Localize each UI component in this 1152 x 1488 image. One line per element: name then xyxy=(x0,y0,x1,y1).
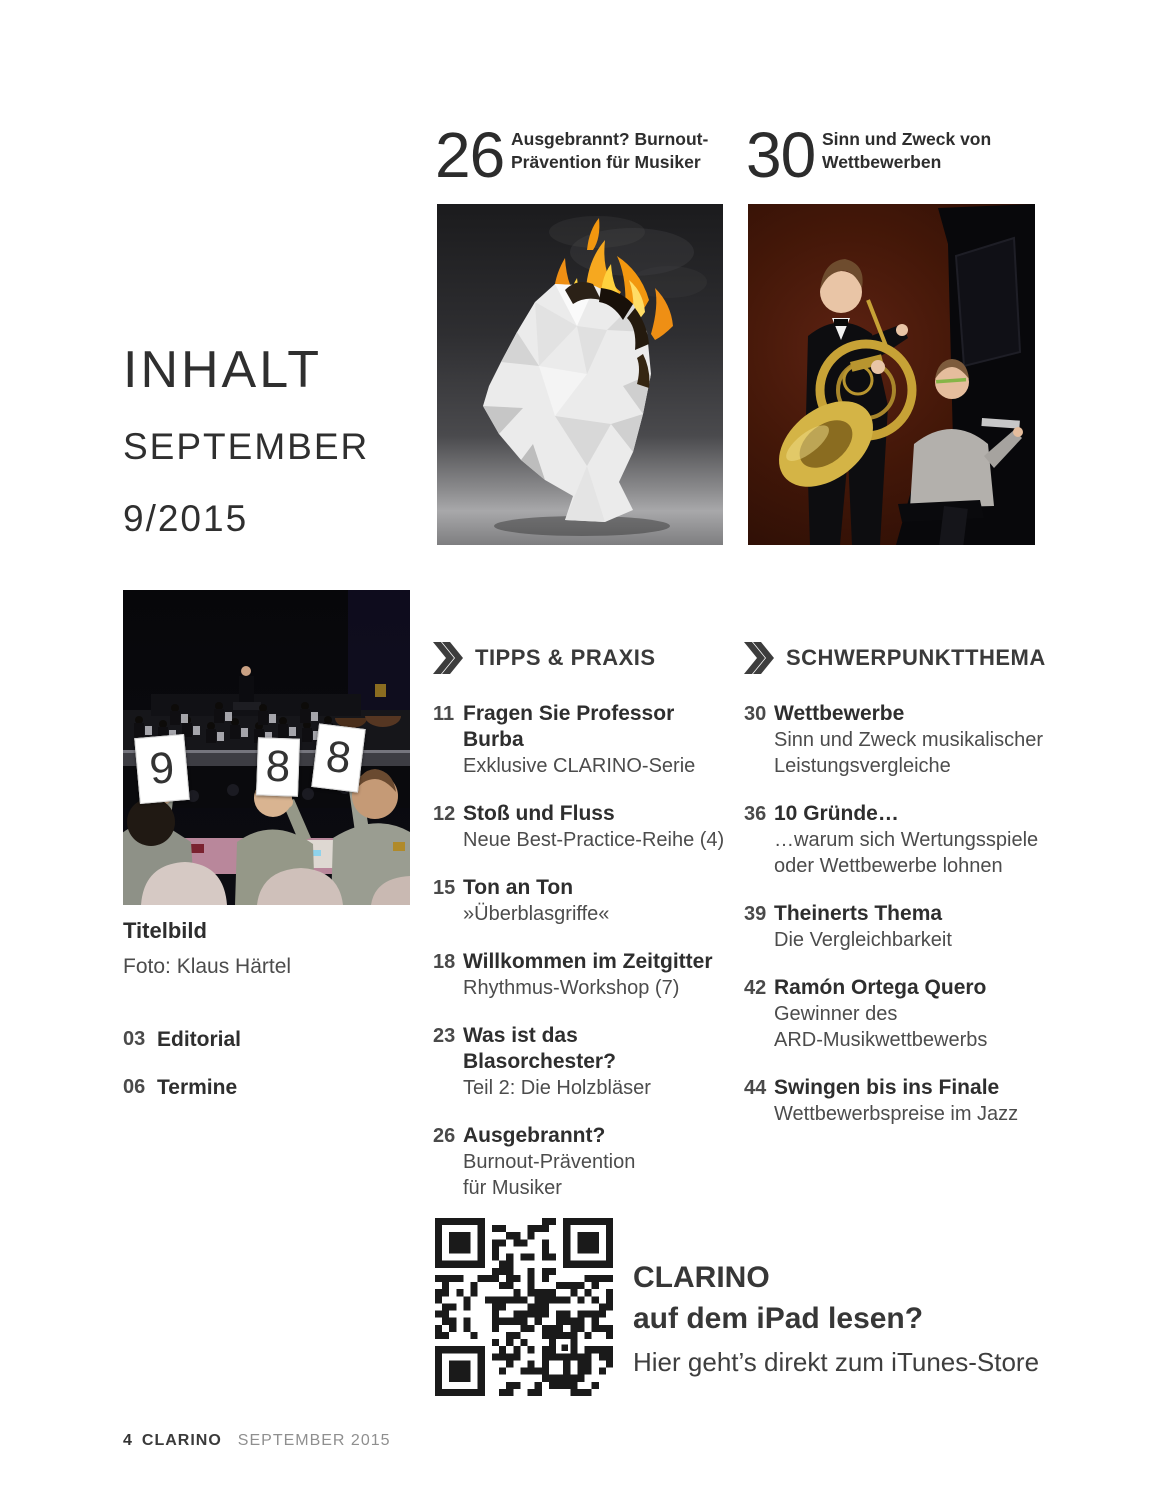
page-subtitle-month: SEPTEMBER xyxy=(123,426,370,467)
toc-entry-page: 03 xyxy=(123,1028,146,1050)
toc-entry-subtitle: für Musiker xyxy=(463,1177,562,1199)
qr-code-image xyxy=(435,1218,613,1396)
page-title: INHALT xyxy=(123,341,323,399)
horn-players-illustration xyxy=(748,204,1035,545)
promo-brand: CLARINO xyxy=(633,1261,770,1294)
toc-entry-subtitle: ARD-Musikwettbewerbs xyxy=(774,1029,988,1051)
qr-code xyxy=(435,1218,613,1396)
cover-credit-block xyxy=(123,918,291,979)
score-card xyxy=(134,734,190,804)
burnout-photo xyxy=(437,204,723,545)
toc-entry-page: 23 xyxy=(433,1025,456,1047)
ipad-promo xyxy=(633,1258,1063,1378)
section-heading-label: TIPPS & PRAXIS xyxy=(475,645,656,670)
toc-entry-page: 39 xyxy=(744,903,767,925)
toc-entry-title: 10 Gründe… xyxy=(774,802,899,825)
toc-entry-editorial xyxy=(123,1028,241,1052)
toc-entry-title: Fragen Sie Professor Burba xyxy=(463,702,675,751)
page-subtitle-issue: 9/2015 xyxy=(123,498,249,539)
score-value: 9 xyxy=(147,743,177,794)
featured-page-number: 26 xyxy=(435,119,505,191)
toc-entry-subtitle: oder Wettbewerbe lohnen xyxy=(774,855,1003,877)
toc-entry-subtitle: Sinn und Zweck musikalischer xyxy=(774,729,1043,751)
toc-entry-title: Swingen bis ins Finale xyxy=(774,1076,1000,1099)
toc-entry-page: 18 xyxy=(433,951,456,973)
toc-entry-page: 15 xyxy=(433,877,456,899)
toc-entry xyxy=(433,1023,733,1101)
toc-entry-subtitle: Burnout-Prävention xyxy=(463,1151,636,1173)
cover-credit-photographer: Foto: Klaus Härtel xyxy=(123,955,292,978)
toc-entry-title: Theinerts Thema xyxy=(774,902,943,925)
toc-entry-page: 12 xyxy=(433,803,456,825)
toc-entry xyxy=(744,1075,1054,1127)
double-chevron-icon xyxy=(433,642,463,674)
featured-page-number: 30 xyxy=(746,119,816,191)
jury-photo xyxy=(123,590,410,905)
featured-article-26 xyxy=(435,118,735,191)
burning-paper-head-illustration xyxy=(437,204,723,545)
toc-entry xyxy=(433,701,733,779)
featured-label: Ausgebrannt? Burnout- Prävention für Musiker xyxy=(511,129,709,172)
toc-entry-subtitle: »Überblasgriffe« xyxy=(463,903,610,925)
toc-entry-title: Willkommen im Zeitgitter xyxy=(463,950,713,973)
toc-entry-title: Termine xyxy=(157,1076,238,1099)
toc-entry xyxy=(433,949,733,1001)
footer-page-number: 4 xyxy=(123,1432,132,1449)
toc-entry-page: 30 xyxy=(744,703,767,725)
toc-entry-page: 26 xyxy=(433,1125,456,1147)
toc-entry-title: Was ist das Blasorchester? xyxy=(463,1024,616,1073)
section-tipps-praxis xyxy=(433,642,733,1223)
toc-entry-page: 06 xyxy=(123,1076,146,1098)
toc-entry xyxy=(744,701,1054,779)
toc-entry xyxy=(433,875,733,927)
toc-entry-title: Editorial xyxy=(157,1028,242,1051)
section-schwerpunktthema xyxy=(744,642,1054,1149)
toc-entry-subtitle: Wettbewerbspreise im Jazz xyxy=(774,1103,1019,1125)
toc-entry-title: Ton an Ton xyxy=(463,876,574,899)
section-heading xyxy=(744,642,1054,674)
toc-entry xyxy=(433,801,733,853)
toc-entry-subtitle: Leistungsvergleiche xyxy=(774,755,951,777)
toc-entry-page: 42 xyxy=(744,977,767,999)
score-card xyxy=(311,723,365,792)
toc-entry-title: Ramón Ortega Quero xyxy=(774,976,987,999)
toc-entry-termine xyxy=(123,1076,241,1100)
toc-entry-subtitle: Gewinner des xyxy=(774,1003,898,1025)
toc-entry-subtitle: …warum sich Wertungsspiele xyxy=(774,829,1039,851)
footer-magazine-name: CLARINO xyxy=(141,1432,222,1449)
featured-label: Sinn und Zweck von Wettbewerben xyxy=(822,129,992,172)
double-chevron-icon xyxy=(744,642,774,674)
toc-entry-title: Ausgebrannt? xyxy=(463,1124,606,1147)
score-value: 8 xyxy=(264,741,292,792)
toc-entry-page: 11 xyxy=(433,703,455,725)
promo-headline: auf dem iPad lesen? xyxy=(633,1301,924,1335)
promo-subline: Hier geht’s direkt zum iTunes-Store xyxy=(633,1347,1040,1377)
footer-issue: SEPTEMBER 2015 xyxy=(237,1432,391,1449)
front-items xyxy=(123,1028,241,1124)
toc-entry-subtitle: Die Vergleichbarkeit xyxy=(774,929,952,951)
toc-entry-title: Stoß und Fluss xyxy=(463,802,615,825)
toc-entry-subtitle: Rhythmus-Workshop (7) xyxy=(463,977,680,999)
toc-entry xyxy=(433,1123,733,1201)
featured-article-30 xyxy=(746,118,1046,191)
toc-entry-subtitle: Teil 2: Die Holzbläser xyxy=(463,1077,651,1099)
cover-credit-title: Titelbild xyxy=(123,918,207,943)
section-heading-label: SCHWERPUNKTTHEMA xyxy=(786,645,1046,670)
horn-players-photo xyxy=(748,204,1035,545)
toc-entry xyxy=(744,801,1054,879)
score-value: 8 xyxy=(323,731,354,784)
page-footer xyxy=(123,1432,391,1450)
toc-entry xyxy=(744,975,1054,1053)
toc-entry-page: 44 xyxy=(744,1077,767,1099)
score-card xyxy=(256,737,300,796)
toc-entry-title: Wettbewerbe xyxy=(774,702,905,725)
toc-entry-subtitle: Exklusive CLARINO-Serie xyxy=(463,755,696,777)
toc-entry xyxy=(744,901,1054,953)
section-heading xyxy=(433,642,733,674)
toc-entry-page: 36 xyxy=(744,803,767,825)
toc-entry-subtitle: Neue Best-Practice-Reihe (4) xyxy=(463,829,725,851)
